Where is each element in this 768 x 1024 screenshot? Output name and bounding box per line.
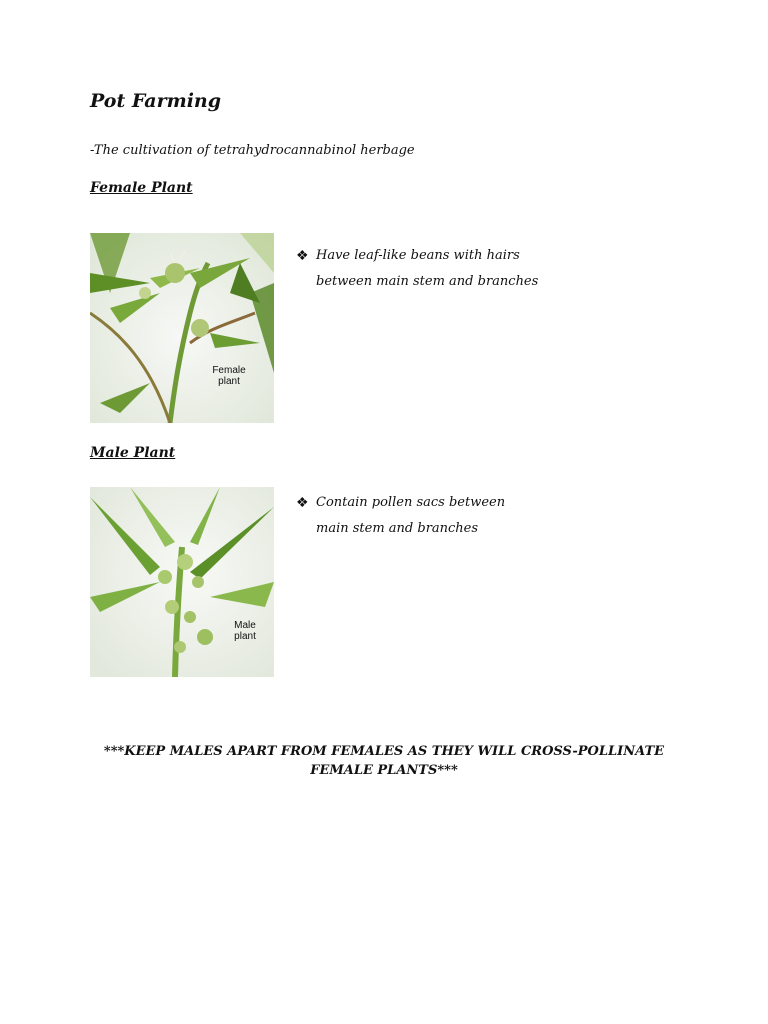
diamond-bullet-icon: ❖ [296,248,309,264]
male-bullet-line2: main stem and branches [316,521,479,536]
page-subtitle: -The cultivation of tetrahydrocannabinol herbage [90,143,415,158]
diamond-bullet-icon: ❖ [296,495,309,511]
male-plant-photo [90,487,274,677]
cross-pollination-warning [90,742,678,780]
female-photo-caption [204,365,254,387]
male-caption-line2: plant [234,631,256,642]
female-caption-line1: Female [212,365,246,376]
warning-line1: ***KEEP MALES APART FROM FEMALES AS THEY WILL CROSS-POLLINATE [103,744,665,759]
male-caption-line1: Male [234,620,256,631]
male-bullet-line1: Contain pollen sacs between [316,495,506,510]
female-bullet-line1: Have leaf-like beans with hairs [316,248,520,263]
female-plant-heading: Female Plant [90,180,193,196]
female-plant-photo [90,233,274,423]
male-plant-bullet [296,490,556,542]
female-plant-bullet [296,243,556,295]
female-caption-line2: plant [218,376,240,387]
warning-line2: FEMALE PLANTS*** [310,763,458,778]
male-plant-heading: Male Plant [90,445,176,461]
page-title: Pot Farming [90,90,222,112]
male-photo-caption [220,620,270,642]
female-bullet-line2: between main stem and branches [316,274,539,289]
